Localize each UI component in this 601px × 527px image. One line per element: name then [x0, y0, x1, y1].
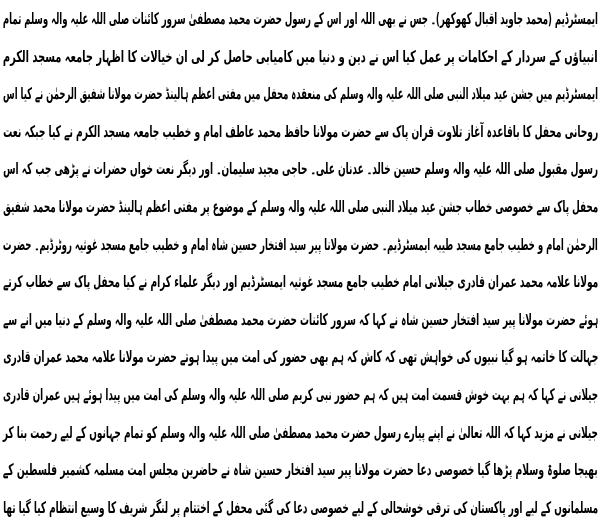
text-line: [3, 0, 598, 38]
text-line: [3, 113, 598, 151]
text-line-content: رسول مقبول صلی اللہ علیہ والہ وسلم حسین خالد۔ عدنان علی۔ حاجی مجید سلیمان۔ اور دیگر نعت خواں حضرات نے پڑھی جب کہ اس: [2, 159, 598, 179]
text-line-content: مسلمانوں کے لیے اور پاکستان کی ترقی خوشحالی کے لیے خصوصی دعا کی گئی محفل کے اختتام پر لنگر شریف کا وسیع انتظام کیا گیا تھا: [2, 497, 598, 517]
text-line: [3, 75, 598, 113]
text-line: [3, 338, 598, 376]
text-line-content: ہوئے حضرت مولانا پیر سید افتخار حسین شاہ نے کہا کہ سرور کائنات حضرت محمد مصطفیٰ صلی اللہ علیہ والہ وسلم کے دنیا میں انے سے: [2, 309, 598, 329]
text-line-content: مولانا علامہ محمد عمران قادری جیلانی امام خطیب جامع مسجد غوثیہ ایمسٹرڈیم اور دیگر علماء کرام نے کیا محفل پاک سے خطاب کرتے: [2, 272, 598, 292]
text-line-content: محفل پاک سے خصوصی خطاب جشن عید میلاد النبی صلی اللہ علیہ والہ وسلم کے موضوع پر مفتی اعظم ہالینڈ حضرت مولانا محمد شفیق: [2, 196, 598, 216]
text-line: [3, 150, 598, 188]
text-line: [3, 451, 598, 489]
text-line: [3, 414, 598, 452]
text-line-content: روحانی محفل کا باقاعدہ آغاز تلاوت قران پاک سے حضرت مولانا حافظ محمد عاطف امام و خطیب جامعہ مسجد الکرم نے کیا جبکہ نعت: [2, 121, 598, 141]
text-line: [3, 376, 598, 414]
text-line: [3, 301, 598, 339]
text-line: [3, 263, 598, 301]
text-line-content: جیلانی نے کہا کہ ہم بہت خوش قسمت امت ہیں کہ ہم حضور نبی کریم صلی اللہ علیہ والہ وسلم کی امت میں پیدا ہوئے ہیں عمران قادری: [2, 384, 598, 404]
text-line: [3, 188, 598, 226]
text-line: [3, 226, 598, 264]
text-line-content: جہالت کا خاتمہ ہو گیا نبیوں کی خواہش تھی کہ کاش کہ ہم بھی حضور کی امت میں پیدا ہوتے حضرت مولانا علامہ محمد عمران قادری: [2, 347, 598, 367]
text-line-content: انبیاؤں کے سردار کے احکامات پر عمل کیا اس نے دین و دنیا میں کامیابی حاصل کر لی ان خیالات کا اظہار جامعہ مسجد الکرم: [3, 46, 598, 66]
text-line-content: ایمسٹرڈیم میں جشن عید میلاد النبی صلی اللہ علیہ والہ وسلم کی منعقدہ محفل میں مفتی اعظم ہالینڈ حضرت مولانا شفیق الرحمٰن نے کیا اس: [3, 84, 598, 104]
text-line-content: جیلانی نے مزید کہا کہ اللہ تعالیٰ نے اپنے پیارے رسول حضرت محمد مصطفیٰ صلی اللہ علیہ والہ وسلم کو تمام جہانوں کے لیے رحمت بنا کر: [2, 422, 598, 442]
text-line: [3, 489, 598, 527]
text-line: [3, 38, 598, 76]
text-line-content: بھیجا صلوۃ وسلام پڑھا گیا خصوصی دعا حضرت مولانا پیر سید افتخار حسین شاہ نے حاضرین مجلس امت مسلمہ کشمیر فلسطین کے: [3, 460, 598, 480]
text-line-content: ایمسٹرڈیم (محمد جاوید اقبال کھوکھر)۔ جس نے بھی اللہ اور اس کے رسول حضرت محمد مصطفیٰ سرور کائنات صلی اللہ علیہ والہ وسلم تمام: [2, 9, 598, 28]
text-line-content: الرحمٰن امام و خطیب جامع مسجد طیبہ ایمسٹرڈیم۔ حضرت مولانا پیر سید افتخار حسین شاہ امام و خطیب جامع مسجد غوثیہ روٹرڈیم۔ حضرت: [3, 234, 598, 254]
